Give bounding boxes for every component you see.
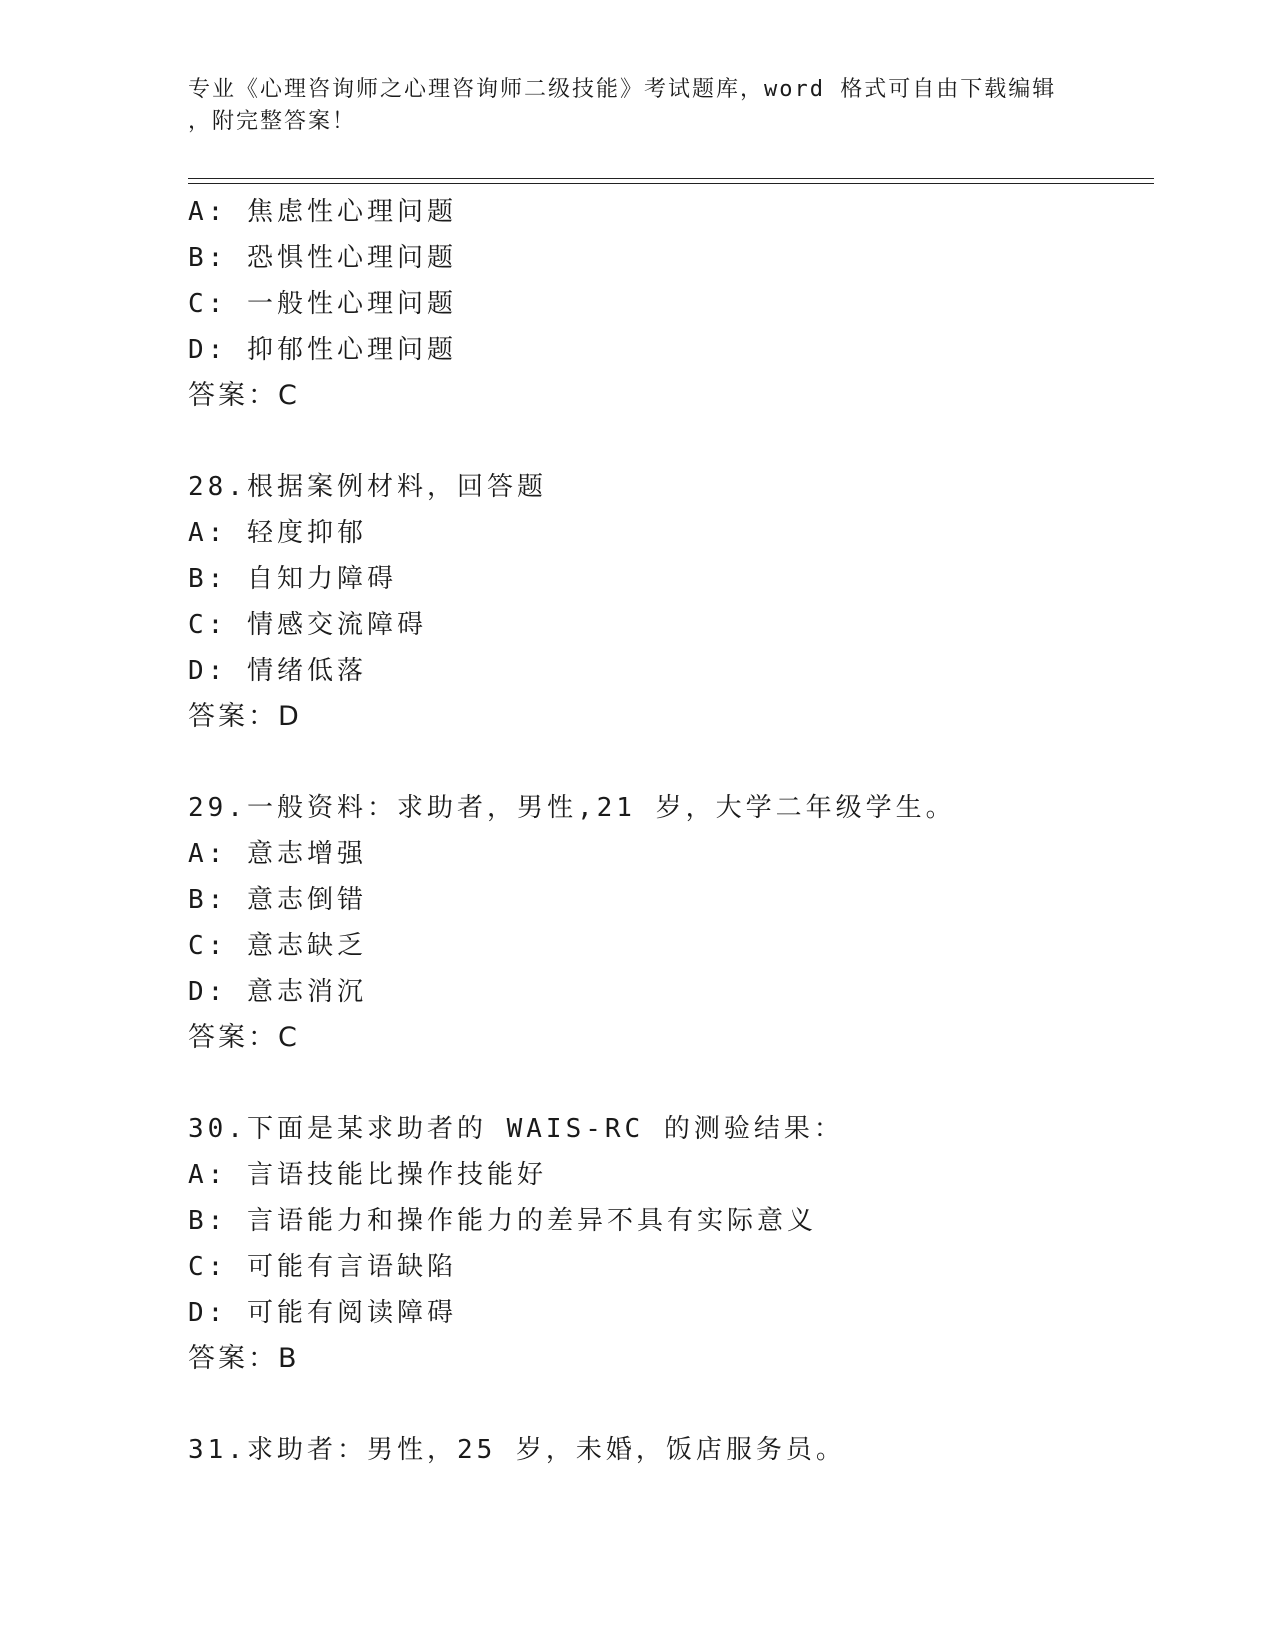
option-b: B: 恐惧性心理问题	[188, 243, 457, 273]
document-header	[188, 74, 1088, 138]
option-c: C: 一般性心理问题	[188, 289, 457, 319]
answer: 答案：C	[188, 1022, 300, 1053]
question-title: 31.求助者：男性，25 岁，未婚，饭店服务员。	[188, 1435, 846, 1465]
question-list	[188, 189, 1148, 1473]
question-title: 28.根据案例材料，回答题	[188, 472, 547, 502]
option-c: C: 情感交流障碍	[188, 610, 427, 640]
question-29	[188, 785, 1148, 1061]
header-divider-top	[188, 178, 1154, 179]
spacer	[188, 1382, 1148, 1427]
option-d: D: 可能有阅读障碍	[188, 1298, 457, 1328]
option-a: A: 言语技能比操作技能好	[188, 1160, 547, 1190]
option-b: B: 言语能力和操作能力的差异不具有实际意义	[188, 1206, 817, 1236]
option-a: A: 意志增强	[188, 839, 367, 869]
question-31	[188, 1427, 1148, 1473]
question-title: 30.下面是某求助者的 WAIS-RC 的测验结果：	[188, 1114, 844, 1144]
option-c: C: 可能有言语缺陷	[188, 1252, 457, 1282]
answer: 答案：C	[188, 380, 300, 411]
question-27	[188, 189, 1148, 419]
option-c: C: 意志缺乏	[188, 931, 367, 961]
option-d: D: 情绪低落	[188, 656, 367, 686]
option-a: A: 焦虑性心理问题	[188, 197, 457, 227]
question-30	[188, 1106, 1148, 1382]
option-b: B: 意志倒错	[188, 885, 367, 915]
spacer	[188, 740, 1148, 785]
answer: 答案：B	[188, 1343, 300, 1374]
option-b: B: 自知力障碍	[188, 564, 397, 594]
option-d: D: 抑郁性心理问题	[188, 335, 457, 365]
answer: 答案：D	[188, 701, 302, 732]
header-line-2: ，附完整答案！	[188, 109, 357, 134]
question-title: 29.一般资料：求助者，男性,21 岁，大学二年级学生。	[188, 793, 956, 823]
header-line-1: 专业《心理咨询师之心理咨询师二级技能》考试题库，word 格式可自由下载编辑	[188, 77, 1057, 102]
option-d: D: 意志消沉	[188, 977, 367, 1007]
header-divider-bottom	[188, 183, 1154, 184]
question-28	[188, 464, 1148, 740]
spacer	[188, 1061, 1148, 1106]
spacer	[188, 419, 1148, 464]
option-a: A: 轻度抑郁	[188, 518, 367, 548]
